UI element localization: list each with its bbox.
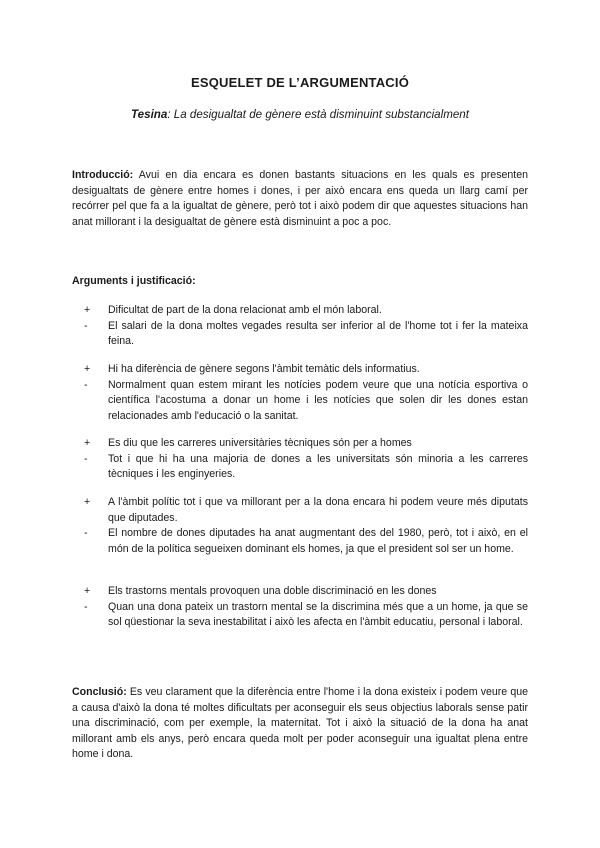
plus-marker: +: [84, 496, 91, 508]
justification-text: Quan una dona pateix un trastorn mental se la discrimina més que a un home, ja que se sol qüestionar la seva inestabilitat i això les afecta en l'àmbit educatiu, personal i laboral.: [108, 600, 528, 629]
justification-item: [84, 378, 528, 425]
document-title: ESQUELET DE L’ARGUMENTACIÓ: [190, 75, 410, 90]
argument-item: [84, 362, 528, 378]
thesis-line: [72, 108, 528, 121]
plus-marker: +: [84, 363, 91, 375]
argument-text: Es diu que les carreres universitàries tècniques són per a homes: [108, 437, 412, 449]
thesis-text: : La desigualtat de gènere està disminuint substancialment: [167, 108, 469, 121]
argument-text: A l'àmbit polític tot i que va millorant per a la dona encara hi podem veure més diputats que diputades.: [108, 496, 528, 524]
justification-item: [84, 319, 528, 350]
argument-item: [84, 584, 528, 600]
justification-text: El nombre de dones diputades ha anat augmentant des del 1980, però, tot i això, en el món de la política segueixen dominant els homes, ja que el president sol ser un home.: [108, 527, 528, 555]
introduction-label: Introducció:: [72, 169, 134, 181]
justification-text: El salari de la dona moltes vegades resulta ser inferior al de l'home tot i fer la mateixa feina.: [108, 319, 528, 348]
minus-marker: -: [84, 378, 88, 391]
argument-group-1: [84, 303, 528, 350]
minus-marker: -: [84, 319, 88, 332]
plus-marker: +: [84, 304, 91, 316]
argument-text: Els trastorns mentals provoquen una doble discriminació en les dones: [108, 585, 437, 597]
argument-item: [84, 303, 528, 319]
arguments-heading: Arguments i justificació:: [72, 275, 196, 287]
argument-item: [84, 495, 528, 526]
plus-marker: +: [84, 585, 91, 597]
justification-text: Tot i que hi ha una majoria de dones a les universitats són minoria a les carreres tècniques i les enginyeries.: [108, 452, 528, 481]
argument-group-4: [84, 495, 528, 557]
plus-marker: +: [84, 437, 91, 449]
introduction-text: Avui en dia encara es donen bastants situacions en les quals es presenten desigualtats de gènere entre homes i dones, i per això encara ens queda un llarg camí per recórrer pel que fa a la igualtat de gènere, però tot i això podem dir que aquestes situacions han anat millorant i la desigualtat de gènere està disminuint a poc a poc.: [72, 169, 528, 228]
conclusion-label: Conclusió:: [72, 686, 127, 698]
minus-marker: -: [84, 600, 88, 613]
minus-marker: -: [84, 452, 88, 465]
argument-item: [84, 436, 528, 452]
argument-group-5: [84, 584, 528, 631]
justification-text: Normalment quan estem mirant les notícies podem veure que una notícia esportiva o científica l'acostuma a donar un home i les notícies que solen dir les dones estan relacionades amb l'educació o la sanitat.: [108, 378, 528, 422]
conclusion-text: Es veu clarament que la diferència entre l'home i la dona existeix i podem veure que a causa d'això la dona té moltes dificultats per aconseguir els seus objectius laborals sense patir una discriminació, com per exemple, la maternitat. Tot i això la situació de la dona ha anat millorant amb els anys, però encara queda molt per poder aconseguir una igualtat plena entre home i dona.: [72, 686, 528, 761]
argument-group-3: [84, 436, 528, 483]
minus-marker: -: [84, 527, 88, 540]
conclusion-paragraph: [72, 685, 528, 763]
justification-item: [84, 600, 528, 631]
justification-item: [84, 452, 528, 483]
argument-text: Hi ha diferència de gènere segons l'àmbit temàtic dels informatius.: [108, 363, 420, 375]
argument-group-2: [84, 362, 528, 424]
justification-item: [84, 526, 528, 557]
thesis-label: Tesina: [131, 108, 168, 121]
introduction-paragraph: [72, 168, 528, 230]
argument-text: Dificultat de part de la dona relacionat amb el món laboral.: [108, 304, 382, 316]
